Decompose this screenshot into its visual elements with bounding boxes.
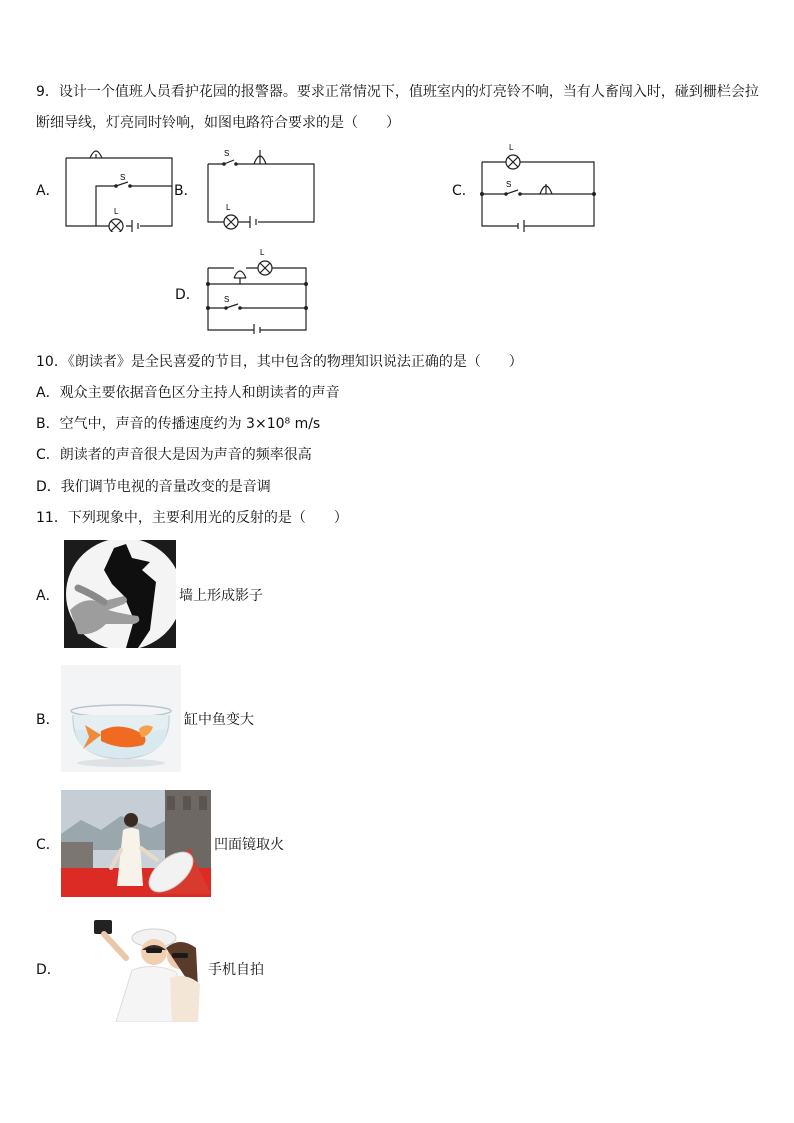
- q10-option-d: [36, 477, 271, 497]
- q11-option-d-caption: 手机自拍: [208, 962, 264, 978]
- concave-mirror-photo: [61, 790, 211, 897]
- q9-stem-line2: 断细导线，灯亮同时铃响，如图电路符合要求的是（ ）: [36, 115, 400, 131]
- circuit-diagram-b: [200, 140, 322, 232]
- q11-option-b-label: B．: [36, 712, 60, 728]
- q9-option-b-label: B．: [174, 183, 198, 199]
- q10-option-b: [36, 414, 320, 434]
- lamp-label: L: [114, 207, 119, 216]
- q10-option-a-label: A．: [36, 385, 60, 401]
- circuit-diagram-d: [200, 244, 314, 334]
- hand-shadow-photo: [64, 540, 176, 648]
- q10-option-a: [36, 383, 340, 403]
- q9-option-d-label: D．: [175, 287, 200, 303]
- q10-option-c-label: C．: [36, 447, 60, 463]
- q10-stem: 10．《朗读者》是全民喜爱的节目，其中包含的物理知识说法正确的是（ ）: [36, 354, 523, 370]
- q9-option-a-label: A．: [36, 183, 60, 199]
- q11-option-a-caption: 墙上形成影子: [179, 588, 263, 604]
- q11-stem: 11．下列现象中，主要利用光的反射的是（ ）: [36, 510, 348, 526]
- q11-option-a-label: A．: [36, 588, 60, 604]
- q11-option-d-label: D．: [36, 962, 61, 978]
- q10-option-d-text: 我们调节电视的音量改变的是音调: [60, 479, 271, 495]
- q10-option-c-text: 朗读者的声音很大是因为声音的频率很高: [59, 447, 312, 463]
- goldfish-bowl-photo: [61, 665, 181, 772]
- q9-stem-line1: 9．设计一个值班人员看护花园的报警器。要求正常情况下，值班室内的灯亮铃不响，当有人畜闯入时，碰到栅栏会拉: [36, 84, 759, 100]
- switch-label: S: [506, 180, 512, 189]
- circuit-diagram-a: [60, 140, 180, 232]
- q11-option-c-caption: 凹面镜取火: [214, 837, 284, 853]
- switch-label: S: [224, 149, 230, 158]
- q11-option-c-label: C．: [36, 837, 60, 853]
- phone-selfie-photo: [86, 918, 206, 1022]
- q10-option-b-text: 空气中，声音的传播速度约为 3×10⁸ m/s: [59, 416, 321, 432]
- q10-option-a-text: 观众主要依据音色区分主持人和朗读者的声音: [59, 385, 340, 401]
- lamp-label: L: [260, 248, 265, 257]
- q9-option-c-label: C．: [452, 183, 476, 199]
- switch-label: S: [120, 173, 126, 182]
- q10-option-c: [36, 445, 312, 465]
- lamp-label: L: [226, 203, 231, 212]
- circuit-diagram-c: [476, 140, 600, 234]
- lamp-label: L: [509, 143, 514, 152]
- switch-label: S: [224, 295, 230, 304]
- q11-option-b-caption: 缸中鱼变大: [184, 712, 254, 728]
- q10-option-d-label: D．: [36, 479, 61, 495]
- q10-option-b-label: B．: [36, 416, 60, 432]
